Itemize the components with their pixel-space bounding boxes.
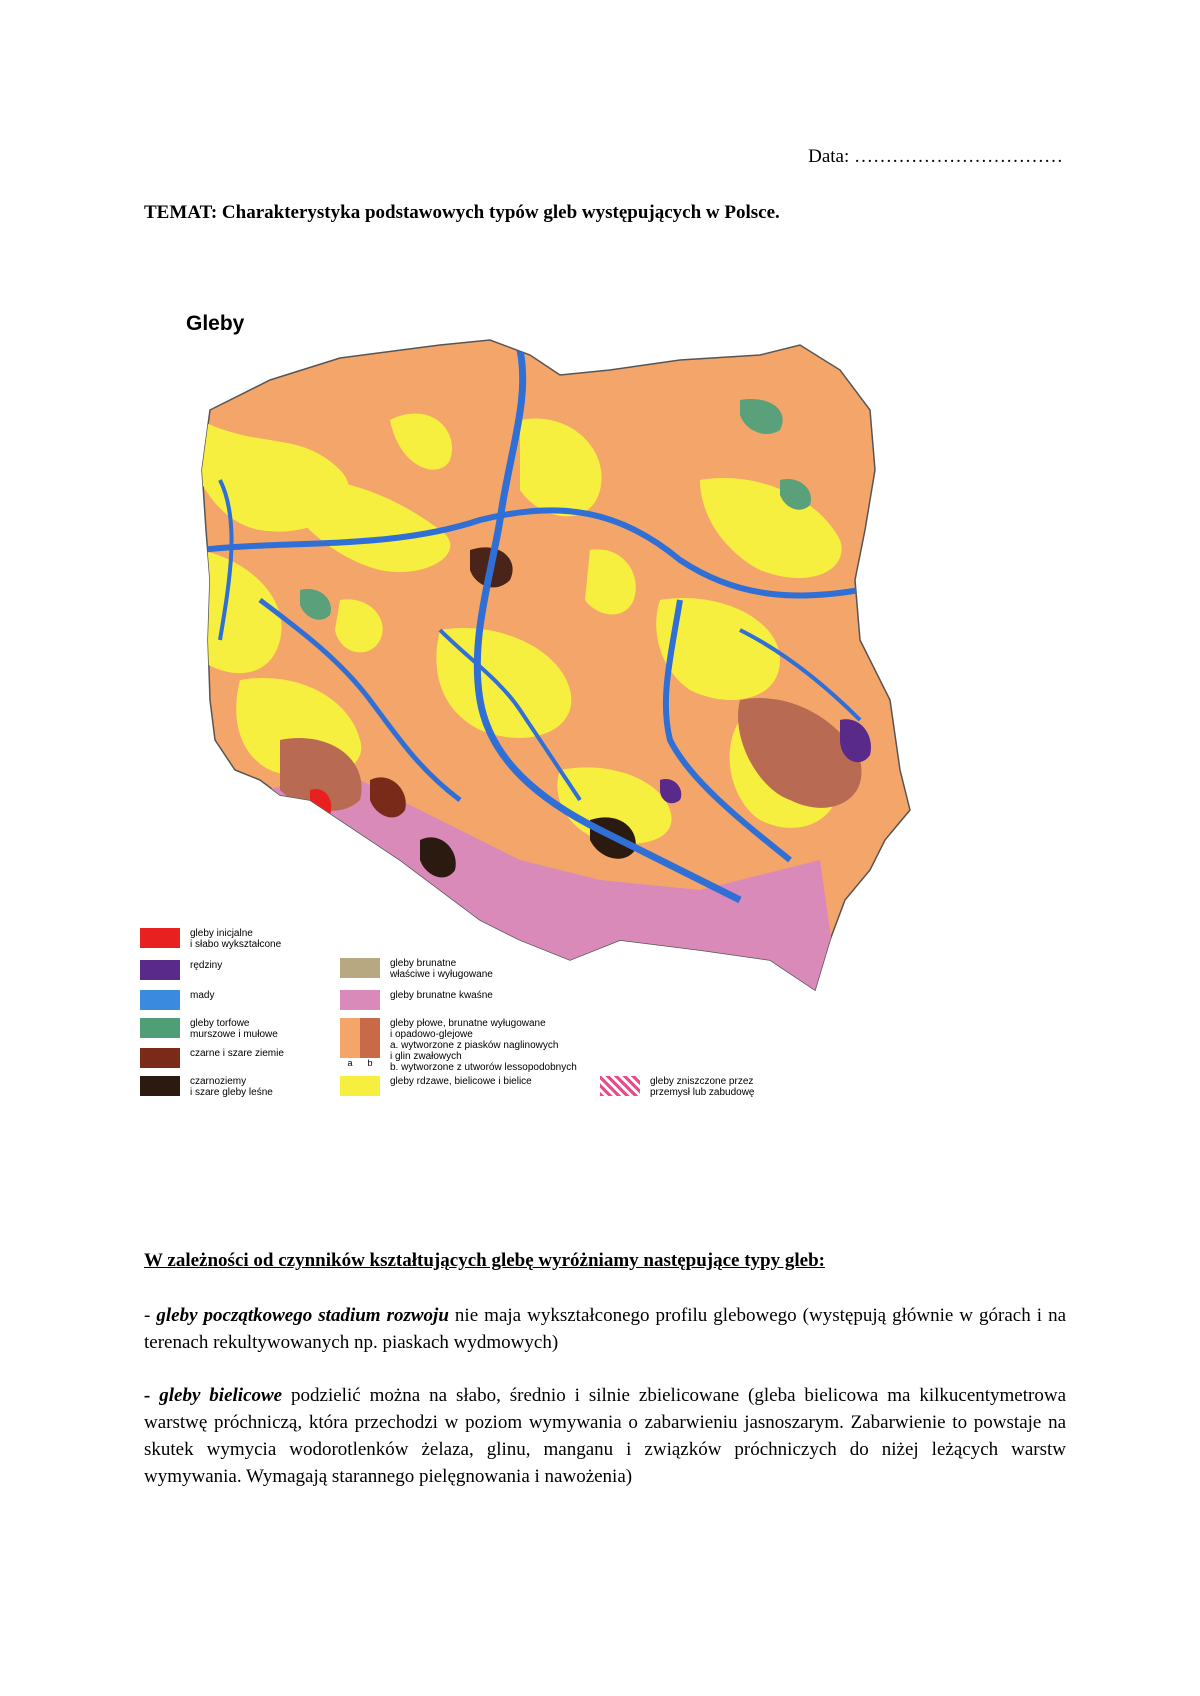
legend-label: gleby rdzawe, bielicowe i bielice (390, 1076, 532, 1087)
p2-text: podzielić można na słabo, średnio i silnie zbielicowane (gleba bielicowa ma kilkucentymetrowa warstwę próchniczą, która przechodzi w poziom wymywania o zabarwieniu jasnoszarym. Zabarwienie to powstaje na skutek wymycia wodorotlenków żelaza, glinu, manganu i związków próchniczych do niżej leżących warstw wymywania. Wymagają starannego pielęgnowania i nawożenia) (144, 1385, 1067, 1487)
legend-swatch-b-label: b (367, 1058, 373, 1068)
soil-map (140, 300, 1080, 1200)
legend-swatch (340, 958, 380, 978)
date-label: Data: …………………………… (808, 146, 1063, 167)
legend-swatch (340, 990, 380, 1010)
legend-item (600, 1076, 755, 1098)
legend-item (140, 960, 222, 980)
legend-swatch (340, 1076, 380, 1096)
legend-item (140, 1048, 284, 1068)
section-heading: W zależności od czynników kształtujących glebę wyróżniamy następujące typy gleb: (144, 1250, 825, 1271)
p1-dash: - (144, 1305, 157, 1326)
legend-swatch (140, 1048, 180, 1068)
legend-label: gleby płowe, brunatne wyługowane i opadowo-glejowe a. wytworzone z piasków naglinowych i glin zwałowych b. wytworzone z utworów lessopodobnych (390, 1018, 577, 1073)
legend-label: mady (190, 990, 215, 1001)
map-legend (140, 300, 1080, 1200)
legend-swatch (140, 1076, 180, 1096)
legend-swatch-a-label: a (347, 1058, 353, 1068)
p2-term: - gleby bielicowe (144, 1385, 283, 1406)
paragraph-initial-soils (144, 1302, 1066, 1356)
legend-label: czarnoziemy i szare gleby leśne (190, 1076, 273, 1098)
legend-swatch (600, 1076, 640, 1096)
p1-term: gleby początkowego stadium rozwoju (156, 1305, 449, 1326)
paragraph-podzolic-soils (144, 1382, 1066, 1490)
legend-label: gleby zniszczone przez przemysł lub zabudowę (650, 1076, 755, 1098)
legend-item (140, 1076, 273, 1098)
legend-item (340, 958, 493, 980)
legend-item (340, 990, 493, 1010)
legend-label: gleby torfowe murszowe i mułowe (190, 1018, 278, 1040)
page-title: TEMAT: Charakterystyka podstawowych typów gleb występujących w Polsce. (144, 202, 780, 223)
p1-text: nie maja wykształconego profilu glebowego (występują głównie w górach i na terenach rekultywowanych np. piaskach wydmowych) (144, 1305, 1067, 1353)
legend-label: gleby brunatne właściwe i wyługowane (390, 958, 493, 980)
legend-swatch (340, 1018, 380, 1058)
legend-item (340, 1076, 532, 1096)
legend-swatch (140, 990, 180, 1010)
legend-swatch (140, 928, 180, 948)
legend-swatch (140, 960, 180, 980)
legend-swatch (140, 1018, 180, 1038)
legend-label: gleby brunatne kwaśne (390, 990, 493, 1001)
legend-item (140, 990, 214, 1010)
legend-label: czarne i szare ziemie (190, 1048, 284, 1059)
legend-label: rędziny (190, 960, 223, 971)
legend-item (140, 928, 281, 950)
legend-item (340, 1018, 577, 1073)
map-title: Gleby (186, 312, 245, 335)
legend-label: gleby inicjalne i słabo wykształcone (190, 928, 282, 950)
legend-item (140, 1018, 278, 1040)
